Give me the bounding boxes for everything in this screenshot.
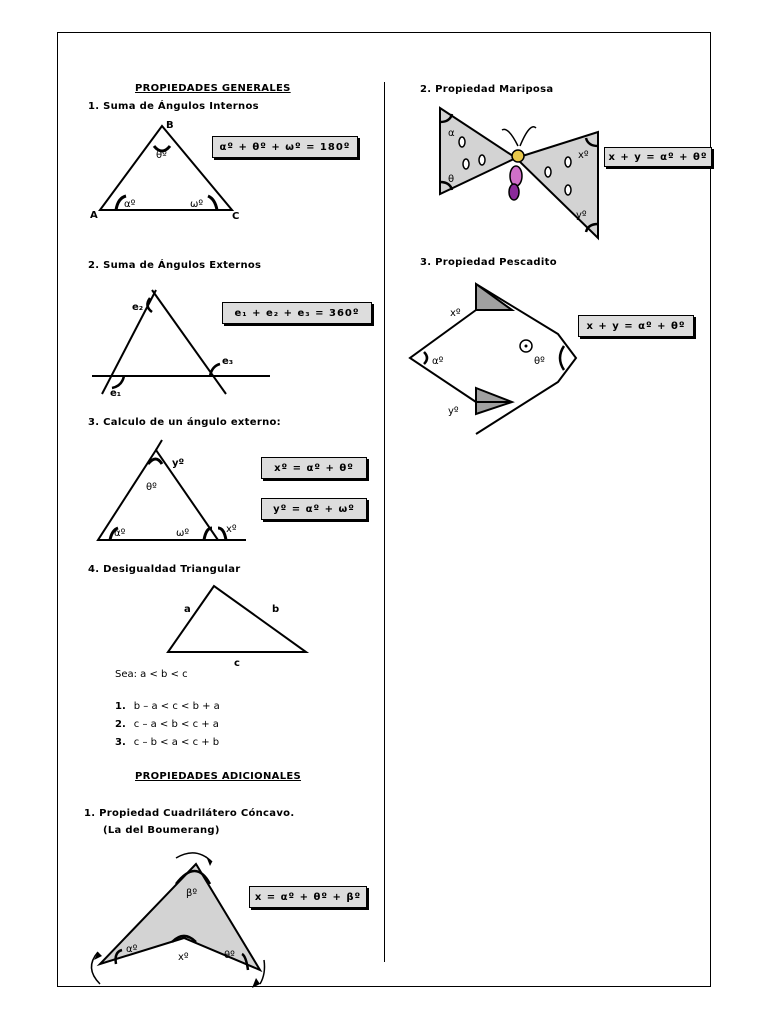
label-y: yº — [576, 210, 587, 221]
heading-additional: PROPIEDADES ADICIONALES — [135, 771, 302, 782]
label-omega: ωº — [176, 528, 190, 539]
inequality-3: 3. c – b < a < c + b — [115, 737, 220, 748]
label-e1: e₁ — [110, 388, 122, 399]
label-C: C — [232, 211, 240, 222]
section-4-title: 4. Desigualdad Triangular — [88, 564, 241, 575]
label-beta: βº — [186, 888, 198, 899]
label-A: A — [90, 210, 98, 221]
section-2-title: 2. Suma de Ángulos Externos — [88, 260, 262, 271]
label-c: c — [234, 658, 240, 669]
inequality-2: 2. c – a < b < c + a — [115, 719, 219, 730]
label-alpha: αº — [124, 199, 136, 210]
label-alpha: α — [448, 128, 455, 139]
label-theta: θº — [224, 950, 235, 961]
figure-internal-angles — [90, 118, 250, 228]
right-section-2-title: 2. Propiedad Mariposa — [420, 84, 554, 95]
label-y: yº — [172, 458, 185, 469]
label-omega: ωº — [190, 199, 204, 210]
label-x: xº — [226, 524, 237, 535]
label-theta: θ — [448, 174, 455, 185]
figure-triangle-inequality — [166, 584, 316, 668]
label-a: a — [184, 604, 191, 615]
arc-e3 — [210, 364, 220, 376]
formula-boomerang: x = αº + θº + βº — [249, 886, 367, 908]
heading-general: PROPIEDADES GENERALES — [135, 83, 291, 94]
formula-x: xº = αº + θº — [261, 457, 367, 479]
label-theta: θº — [534, 356, 545, 367]
figure-fish — [408, 282, 584, 442]
label-x: xº — [178, 952, 189, 963]
butterfly-body — [510, 166, 522, 186]
label-b: b — [272, 604, 280, 615]
label-B: B — [166, 120, 174, 131]
right-section-3-title: 3. Propiedad Pescadito — [420, 257, 557, 268]
arc-theta — [560, 346, 564, 370]
sea-text: Sea: a < b < c — [115, 669, 188, 680]
inequality-1: 1. b – a < c < b + a — [115, 701, 220, 712]
arc-x — [218, 528, 226, 540]
figure-butterfly — [438, 106, 608, 246]
label-y: yº — [448, 406, 459, 417]
label-x: xº — [450, 308, 461, 319]
butterfly-head — [512, 150, 524, 162]
section-1-title: 1. Suma de Ángulos Internos — [88, 101, 259, 112]
arc-y — [148, 459, 162, 464]
label-e3: e₃ — [222, 356, 234, 367]
label-alpha: αº — [114, 528, 126, 539]
formula-butterfly: x + y = αº + θº — [604, 147, 712, 167]
section-3-title: 3. Calculo de un ángulo externo: — [88, 417, 281, 428]
arc-alpha — [424, 352, 427, 364]
formula-y: yº = αº + ωº — [261, 498, 367, 520]
label-e2: e₂ — [132, 302, 144, 313]
label-theta: θº — [156, 150, 167, 161]
label-alpha: αº — [126, 944, 138, 955]
label-x: xº — [578, 150, 589, 161]
formula-fish: x + y = αº + θº — [578, 315, 694, 337]
additional-1-title: 1. Propiedad Cuadrilátero Cóncavo. — [84, 808, 295, 819]
arc-e1 — [112, 376, 124, 388]
arc-omega — [208, 196, 217, 210]
label-alpha: αº — [432, 356, 444, 367]
formula-internal: αº + θº + ωº = 180º — [212, 136, 358, 158]
formula-external: e₁ + e₂ + e₃ = 360º — [222, 302, 372, 324]
figure-external-calc — [96, 446, 256, 546]
column-divider — [384, 82, 385, 962]
label-theta: θº — [146, 482, 157, 493]
figure-boomerang — [84, 852, 274, 992]
additional-1-subtitle: (La del Boumerang) — [103, 825, 220, 836]
